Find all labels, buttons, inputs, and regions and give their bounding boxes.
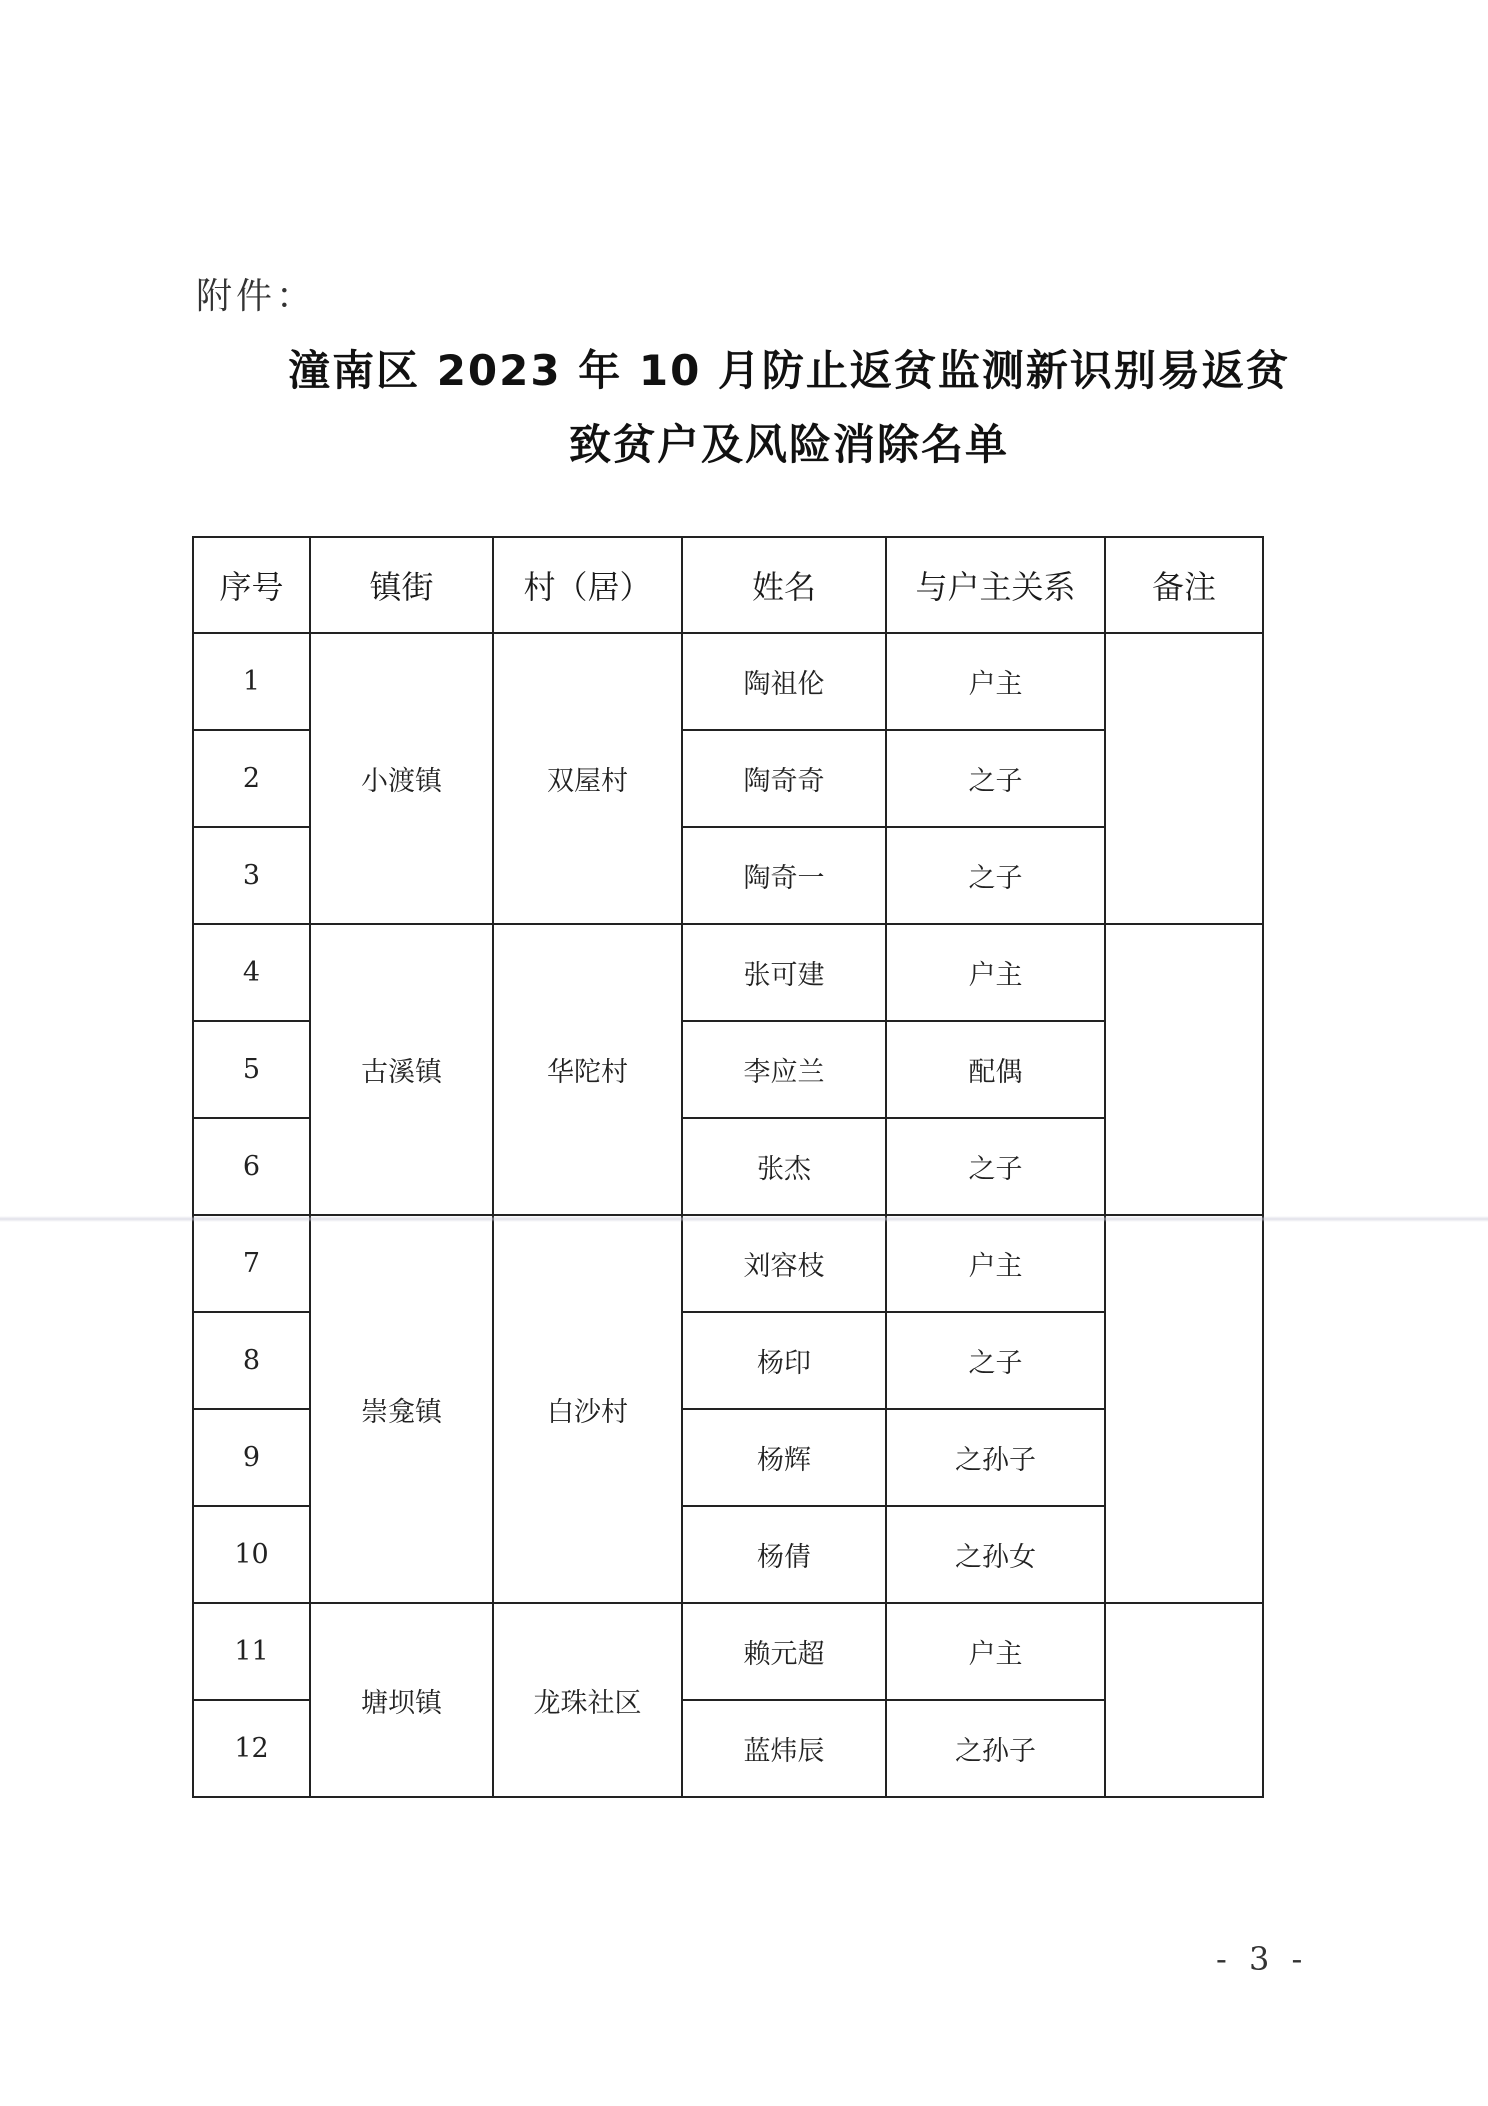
name-cell: 杨辉 [682,1409,886,1506]
name-cell: 赖元超 [682,1603,886,1700]
header-serial-number: 序号 [193,537,310,633]
scan-artifact-line [0,1216,1488,1222]
relation-cell: 之孙女 [886,1506,1105,1603]
name-cell: 陶奇奇 [682,730,886,827]
table-row [193,924,1263,1021]
serial-number-cell: 9 [193,1409,310,1506]
town-cell: 小渡镇 [310,633,493,924]
remark-cell [1105,633,1263,924]
village-cell: 华陀村 [493,924,682,1215]
serial-number-cell: 8 [193,1312,310,1409]
name-cell: 张可建 [682,924,886,1021]
town-cell: 崇龛镇 [310,1215,493,1603]
town-cell: 塘坝镇 [310,1603,493,1797]
relation-cell: 户主 [886,924,1105,1021]
header-village: 村（居） [493,537,682,633]
serial-number-cell: 11 [193,1603,310,1700]
village-cell: 双屋村 [493,633,682,924]
remark-cell [1105,1215,1263,1603]
serial-number-cell: 2 [193,730,310,827]
name-cell: 张杰 [682,1118,886,1215]
attachment-label: 附件： [196,276,317,317]
name-cell: 杨倩 [682,1506,886,1603]
page-number: - 3 - [1216,1940,1309,1978]
relation-cell: 户主 [886,1603,1105,1700]
header-town: 镇街 [310,537,493,633]
name-cell: 陶祖伦 [682,633,886,730]
name-cell: 蓝炜辰 [682,1700,886,1797]
header-remark: 备注 [1105,537,1263,633]
header-relation: 与户主关系 [886,537,1105,633]
roster-table [192,536,1264,1798]
relation-cell: 之孙子 [886,1409,1105,1506]
relation-cell: 之孙子 [886,1700,1105,1797]
header-name: 姓名 [682,537,886,633]
relation-cell: 之子 [886,1118,1105,1215]
village-cell: 龙珠社区 [493,1603,682,1797]
remark-cell [1105,924,1263,1215]
serial-number-cell: 5 [193,1021,310,1118]
village-cell: 白沙村 [493,1215,682,1603]
relation-cell: 户主 [886,1215,1105,1312]
relation-cell: 之子 [886,827,1105,924]
relation-cell: 配偶 [886,1021,1105,1118]
serial-number-cell: 12 [193,1700,310,1797]
table-header-row [193,537,1263,633]
name-cell: 陶奇一 [682,827,886,924]
town-cell: 古溪镇 [310,924,493,1215]
name-cell: 杨印 [682,1312,886,1409]
serial-number-cell: 10 [193,1506,310,1603]
name-cell: 李应兰 [682,1021,886,1118]
table-row [193,633,1263,730]
serial-number-cell: 1 [193,633,310,730]
table-row [193,1215,1263,1312]
document-title-line-1: 潼南区 2023 年 10 月防止返贫监测新识别易返贫 [288,346,1290,395]
serial-number-cell: 3 [193,827,310,924]
remark-cell [1105,1603,1263,1797]
relation-cell: 之子 [886,730,1105,827]
serial-number-cell: 6 [193,1118,310,1215]
table-row [193,1603,1263,1700]
serial-number-cell: 4 [193,924,310,1021]
document-title-line-2: 致贫户及风险消除名单 [568,420,1009,469]
relation-cell: 户主 [886,633,1105,730]
serial-number-cell: 7 [193,1215,310,1312]
name-cell: 刘容枝 [682,1215,886,1312]
relation-cell: 之子 [886,1312,1105,1409]
